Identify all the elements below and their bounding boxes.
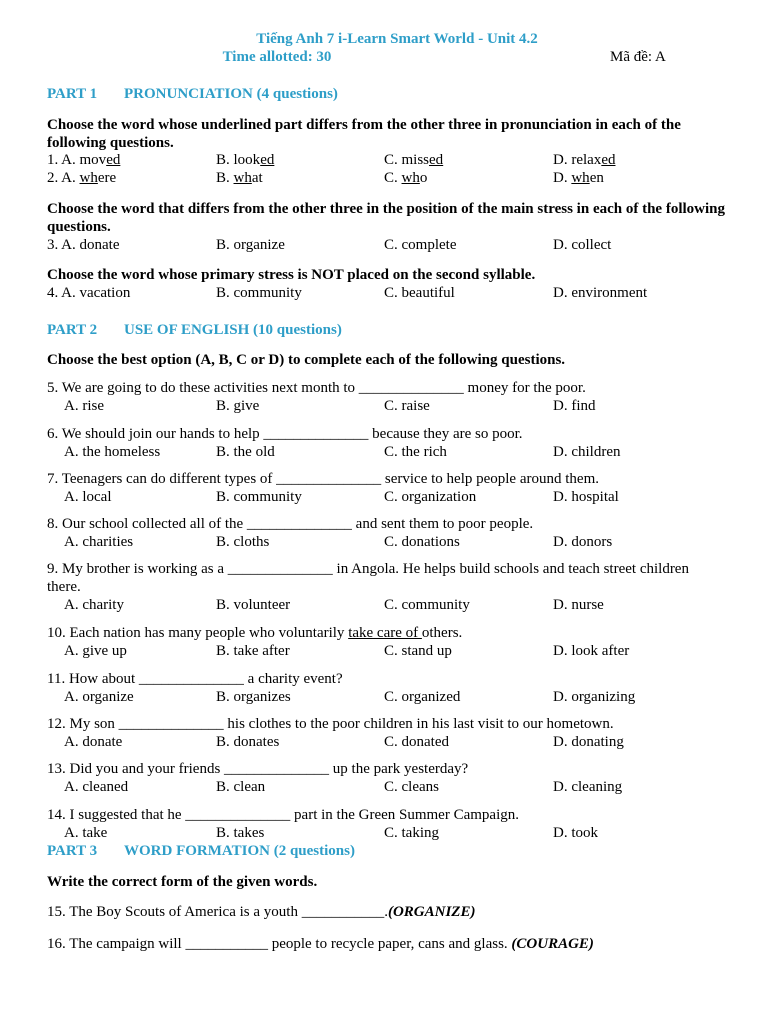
q15-word: (ORGANIZE): [387, 904, 476, 920]
q10-underlined-phrase: take care of: [348, 625, 422, 641]
q2-c-underline: wh: [401, 170, 420, 186]
worksheet: [47, 30, 727, 952]
option-b: B. give: [216, 398, 260, 414]
option-d: D. find: [553, 398, 596, 414]
question-9: [47, 560, 727, 614]
option-b: B. take after: [216, 643, 290, 659]
q2-b-letter: B.: [216, 170, 234, 186]
part2-number: PART 2: [47, 322, 98, 338]
option-a: A. cleaned: [64, 779, 129, 795]
q3-option-d: D. collect: [553, 237, 612, 253]
q10-stem-end: others.: [421, 625, 463, 641]
question-7: [47, 470, 727, 506]
part1-title: PRONUNCIATION (4 questions): [124, 86, 338, 102]
header: [47, 30, 727, 66]
q2-a-rest: ere: [97, 170, 117, 186]
q1-d-stem: D. relax: [553, 152, 602, 168]
option-c: C. donations: [384, 534, 460, 550]
option-b: B. clean: [216, 779, 266, 795]
question-stem: [47, 624, 727, 642]
q16-text: 16. The campaign will ___________ people to recycle paper, cans and glass.: [47, 936, 512, 952]
option-d: D. children: [553, 444, 621, 460]
option-c: C. raise: [384, 398, 430, 414]
option-d: D. hospital: [553, 489, 619, 505]
q4-option-a: 4. A. vacation: [47, 285, 131, 301]
q2-c-rest: o: [419, 170, 428, 186]
part3-heading: [47, 842, 727, 860]
q1-a-stem: mov: [79, 152, 107, 168]
option-d: D. organizing: [553, 689, 636, 705]
option-c: C. organized: [384, 689, 461, 705]
option-c: C. community: [384, 597, 470, 613]
option-b: B. organizes: [216, 689, 291, 705]
q2-d-rest: en: [589, 170, 604, 186]
option-d: D. nurse: [553, 597, 604, 613]
part1-instruction-1: Choose the word whose underlined part differs from the other three in pronunciation in each of the following questions.: [47, 117, 681, 151]
question-6: [47, 425, 727, 461]
q2-d-letter: D.: [553, 170, 572, 186]
part1-instruction-3: Choose the word whose primary stress is NOT placed on the second syllable.: [47, 267, 536, 283]
q2-b-rest: at: [251, 170, 263, 186]
option-a: A. organize: [64, 689, 134, 705]
exam-code: Mã đề: A: [610, 49, 666, 65]
option-c: C. the rich: [384, 444, 447, 460]
q1-c-stem: C. miss: [384, 152, 430, 168]
option-b: B. cloths: [216, 534, 270, 550]
q3-option-c: C. complete: [384, 237, 457, 253]
part3-instruction: Write the correct form of the given words.: [47, 874, 318, 890]
question-13: [47, 760, 727, 796]
question-stem: 7. Teenagers can do different types of ______________ service to help people around them.: [47, 471, 599, 487]
option-b: B. takes: [216, 825, 265, 841]
option-d: D. donors: [553, 534, 613, 550]
option-a: A. give up: [64, 643, 127, 659]
worksheet-title: Tiếng Anh 7 i-Learn Smart World - Unit 4.2: [256, 31, 538, 47]
question-stem: 11. How about ______________ a charity event?: [47, 671, 343, 687]
part1-instruction-2: Choose the word that differs from the other three in the position of the main stress in each of the following questions.: [47, 201, 726, 235]
option-d: D. cleaning: [553, 779, 623, 795]
q2-d-underline: wh: [571, 170, 590, 186]
option-b: B. donates: [216, 734, 280, 750]
part1-number: PART 1: [47, 86, 98, 102]
q1-a-underline: ed: [106, 152, 121, 168]
option-d: D. donating: [553, 734, 624, 750]
q1-d-underline: ed: [601, 152, 616, 168]
q1-c-underline: ed: [429, 152, 444, 168]
q2-b-underline: wh: [233, 170, 252, 186]
option-c: C. organization: [384, 489, 477, 505]
option-c: C. taking: [384, 825, 439, 841]
question-12: [47, 715, 727, 751]
question-1: [47, 151, 727, 169]
question-stem: 13. Did you and your friends ______________ up the park yesterday?: [47, 761, 469, 777]
question-stem: 8. Our school collected all of the ______________ and sent them to poor people.: [47, 516, 534, 532]
option-b: B. the old: [216, 444, 275, 460]
option-a: A. donate: [64, 734, 123, 750]
option-c: C. cleans: [384, 779, 439, 795]
part2-instruction: Choose the best option (A, B, C or D) to complete each of the following questions.: [47, 352, 566, 368]
question-8: [47, 515, 727, 551]
q10-stem-start: 10. Each nation has many people who voluntarily: [47, 625, 349, 641]
option-a: A. take: [64, 825, 108, 841]
q2-number: 2. A.: [47, 170, 80, 186]
part3-number: PART 3: [47, 843, 98, 859]
question-3: [47, 236, 727, 254]
question-15: [47, 903, 727, 921]
option-d: D. took: [553, 825, 598, 841]
question-5: [47, 379, 727, 415]
option-c: C. donated: [384, 734, 449, 750]
question-11: [47, 670, 727, 706]
q4-option-b: B. community: [216, 285, 302, 301]
question-stem: 9. My brother is working as a ______________ in Angola. He helps build schools and teach street children there.: [47, 561, 689, 595]
question-stem: 6. We should join our hands to help ______________ because they are so poor.: [47, 426, 523, 442]
question-stem: 12. My son ______________ his clothes to the poor children in his last visit to our hometown.: [47, 716, 614, 732]
q1-b-underline: ed: [260, 152, 275, 168]
question-10: [47, 624, 727, 660]
time-allotted: Time allotted: 30: [222, 49, 332, 65]
part3-title: WORD FORMATION (2 questions): [124, 843, 355, 859]
option-d: D. look after: [553, 643, 630, 659]
question-14: [47, 806, 727, 842]
question-stem: 14. I suggested that he ______________ part in the Green Summer Campaign.: [47, 807, 519, 823]
q3-option-b: B. organize: [216, 237, 285, 253]
option-a: A. charities: [64, 534, 134, 550]
q15-text: 15. The Boy Scouts of America is a youth ___________.: [47, 904, 388, 920]
option-c: C. stand up: [384, 643, 452, 659]
q1-b-stem: B. look: [216, 152, 261, 168]
q4-option-c: C. beautiful: [384, 285, 455, 301]
q16-word: (COURAGE): [511, 936, 594, 952]
q1-number: 1. A.: [47, 152, 80, 168]
question-stem: 5. We are going to do these activities next month to ______________ money for the poor.: [47, 380, 586, 396]
option-a: A. the homeless: [64, 444, 161, 460]
part2-title: USE OF ENGLISH (10 questions): [124, 322, 342, 338]
option-a: A. rise: [64, 398, 104, 414]
q4-option-d: D. environment: [553, 285, 648, 301]
option-b: B. community: [216, 489, 302, 505]
q2-c-letter: C.: [384, 170, 402, 186]
question-2: [47, 169, 727, 187]
question-16: [47, 935, 727, 953]
q3-option-a: 3. A. donate: [47, 237, 120, 253]
option-b: B. volunteer: [216, 597, 291, 613]
part1-heading: [47, 85, 727, 103]
option-a: A. charity: [64, 597, 124, 613]
option-a: A. local: [64, 489, 112, 505]
question-4: [47, 284, 727, 302]
q2-a-underline: wh: [79, 170, 98, 186]
part2-heading: [47, 321, 727, 339]
